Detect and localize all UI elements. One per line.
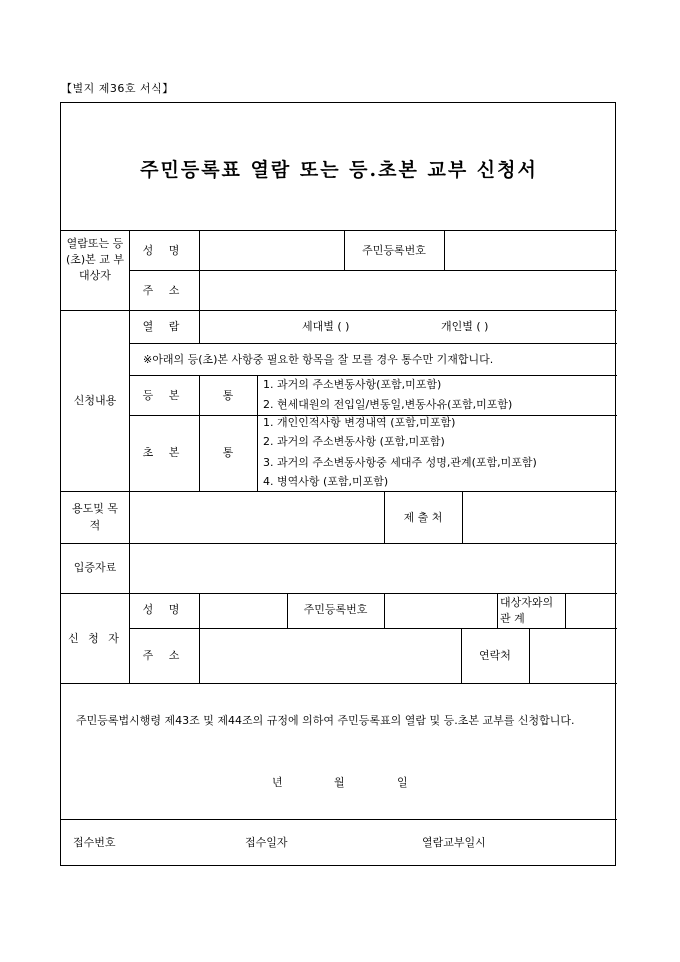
month-label: 월 bbox=[334, 776, 345, 789]
divider bbox=[61, 593, 617, 594]
divider bbox=[61, 310, 617, 311]
target-section-label: 열람또는 등(초)본 교 부 대상자 bbox=[65, 237, 125, 282]
applicant-address-field[interactable] bbox=[200, 629, 461, 683]
copy-item: 2. 현세대원의 전입일/변동일,변동사유(포함,미포함) bbox=[263, 398, 513, 411]
abstract-item: 3. 과거의 주소변동사항중 세대주 성명,관계(포함,미포함) bbox=[263, 456, 537, 469]
divider bbox=[257, 375, 258, 491]
individual-option[interactable]: 개인별 ( ) bbox=[441, 320, 489, 333]
purpose-label: 용도및 목적 bbox=[71, 502, 118, 532]
applicant-rrn-label: 주민등록번호 bbox=[303, 603, 368, 616]
purpose-field[interactable] bbox=[130, 492, 383, 543]
day-label: 일 bbox=[397, 776, 408, 789]
target-address-label: 주 소 bbox=[142, 284, 186, 297]
request-notice: ※아래의 등(초)본 사항중 필요한 항목을 잘 모를 경우 통수만 기재합니다. bbox=[143, 353, 494, 366]
submit-to-field[interactable] bbox=[463, 492, 616, 543]
abstract-item: 1. 개인인적사항 변경내역 (포함,미포함) bbox=[263, 416, 456, 429]
view-label: 열 람 bbox=[142, 320, 186, 333]
abstract-count-label[interactable]: 통 bbox=[222, 446, 234, 459]
relation-label: 대상자와의 관 계 bbox=[500, 596, 554, 625]
target-name-field[interactable] bbox=[200, 231, 343, 270]
household-option[interactable]: 세대별 ( ) bbox=[302, 320, 350, 333]
receipt-date-label: 접수일자 bbox=[245, 836, 288, 849]
request-section-label: 신청내용 bbox=[73, 394, 117, 407]
contact-field[interactable] bbox=[530, 629, 616, 683]
divider bbox=[129, 343, 617, 344]
target-name-label: 성 명 bbox=[142, 244, 186, 257]
receipt-number-label: 접수번호 bbox=[73, 836, 116, 849]
relation-field[interactable] bbox=[566, 594, 616, 628]
target-address-field[interactable] bbox=[200, 271, 616, 310]
copy-label: 등 본 bbox=[142, 389, 186, 402]
applicant-address-label: 주 소 bbox=[142, 649, 186, 662]
application-form bbox=[60, 102, 616, 866]
declaration-text: 주민등록법시행령 제43조 및 제44조의 규정에 의하여 주민등록표의 열람 및 등.초본 교부를 신청합니다. bbox=[76, 714, 575, 727]
target-rrn-field[interactable] bbox=[445, 231, 616, 270]
year-label: 년 bbox=[272, 776, 283, 789]
abstract-item: 4. 병역사항 (포함,미포함) bbox=[263, 475, 389, 488]
target-rrn-label: 주민등록번호 bbox=[362, 244, 426, 257]
applicant-section-label: 신 청 자 bbox=[68, 632, 122, 645]
applicant-name-label: 성 명 bbox=[142, 603, 186, 616]
divider bbox=[497, 593, 498, 628]
issue-datetime-label: 열람교부일시 bbox=[422, 836, 486, 849]
divider bbox=[61, 683, 617, 684]
applicant-rrn-field[interactable] bbox=[385, 594, 497, 628]
applicant-name-field[interactable] bbox=[200, 594, 287, 628]
submit-to-label: 제 출 처 bbox=[403, 511, 443, 524]
divider bbox=[61, 819, 617, 820]
evidence-field[interactable] bbox=[130, 544, 616, 593]
copy-count-label[interactable]: 통 bbox=[222, 389, 234, 402]
copy-item: 1. 과거의 주소변동사항(포함,미포함) bbox=[263, 378, 442, 391]
contact-label: 연락처 bbox=[479, 649, 511, 662]
abstract-label: 초 본 bbox=[142, 446, 186, 459]
form-title: 주민등록표 열람 또는 등.초본 교부 신청서 bbox=[140, 159, 538, 181]
form-number-label: 【별지 제36호 서식】 bbox=[61, 82, 174, 95]
evidence-label: 입증자료 bbox=[73, 561, 117, 574]
abstract-item: 2. 과거의 주소변동사항 (포함,미포함) bbox=[263, 435, 445, 448]
divider bbox=[129, 375, 617, 376]
